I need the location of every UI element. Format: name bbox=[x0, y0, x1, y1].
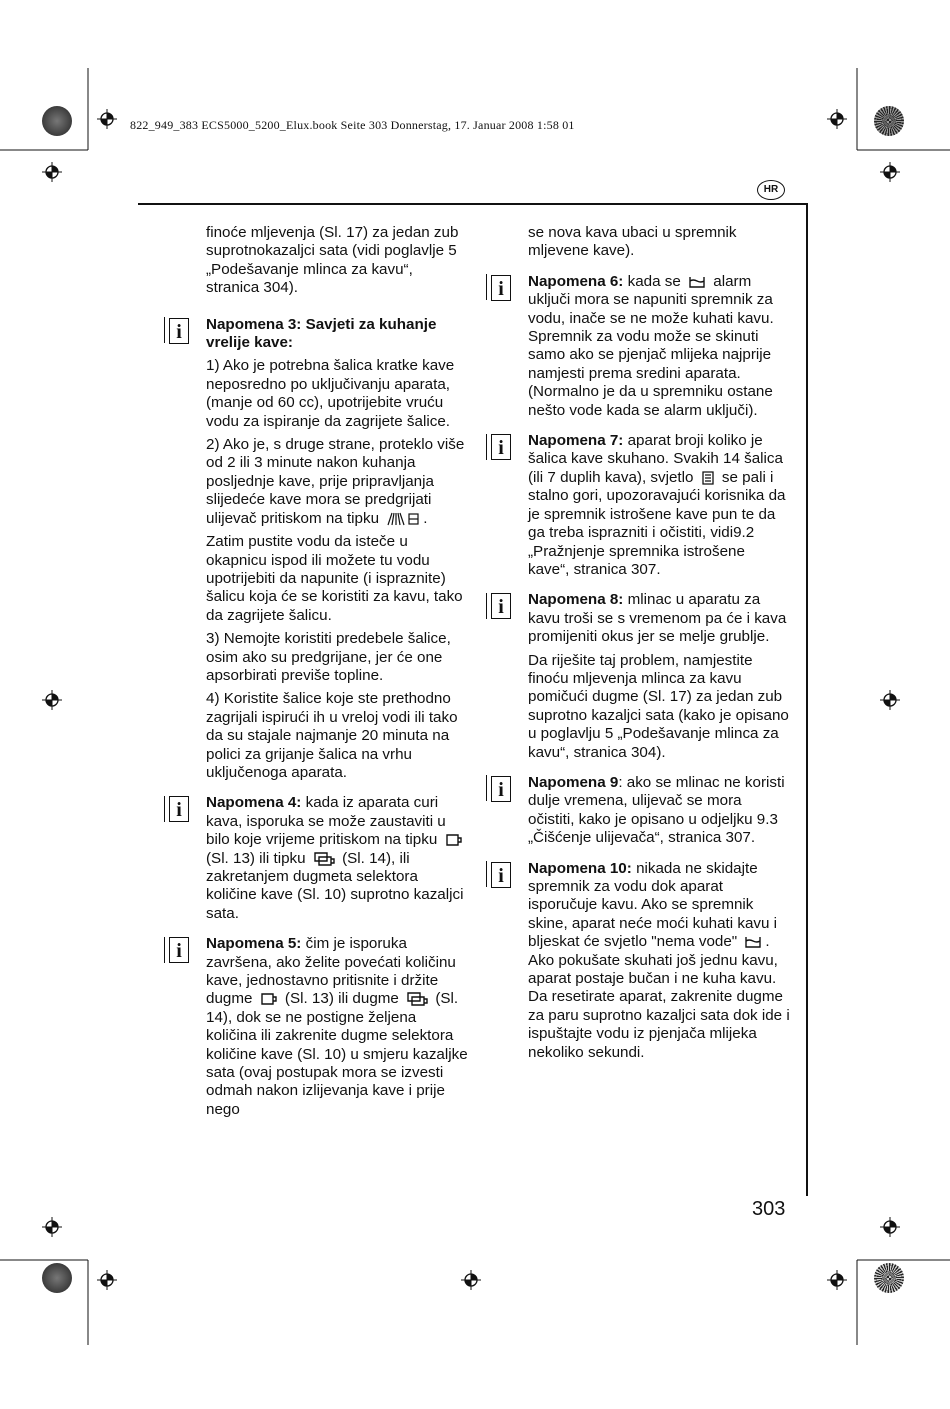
note-8: i Napomena 8: mlinac u aparatu za kavu troši se s vremenom pa će i kava promijeniti okus jer se melje grublje. Da riješite taj problem, namjestite finoću mljevenja mlinca za kavu pomičući dugme (Sl. 17) za jedan zub suprotno kazaljci sata (kako je opisano u poglavlju 5 „Podešavanje mlinca za kavu“, stranica 304). bbox=[528, 591, 790, 762]
note-4-title: Napomena 4: bbox=[206, 794, 302, 812]
water-alarm-icon bbox=[744, 935, 762, 949]
registration-mark-icon bbox=[880, 690, 900, 710]
left-column bbox=[176, 224, 468, 1124]
registration-mark-icon bbox=[42, 162, 62, 182]
single-cup-icon bbox=[445, 833, 463, 847]
water-alarm-icon bbox=[688, 275, 706, 289]
registration-mark-icon bbox=[880, 1217, 900, 1237]
info-icon: i bbox=[491, 862, 511, 888]
page-number: 303 bbox=[752, 1198, 786, 1220]
info-icon: i bbox=[169, 937, 189, 963]
double-cup-icon bbox=[406, 991, 428, 1007]
registration-mark-icon bbox=[97, 109, 117, 129]
registration-mark-icon bbox=[461, 1270, 481, 1290]
note-9: i Napomena 9: ako se mlinac ne koristi dulje vremena, ulijevač se mora očistiti, kako je opisano u odjeljku 9.3 „Čišćenje ulijevača“, stranica 307. bbox=[528, 774, 790, 848]
note-6: i Napomena 6: kada se alarm uključi mora se napuniti spremnik za vodu, inače se ne može kuhati kavu. Spremnik za vodu može se skinuti samo ako se pjenjač mlijeka najprije namjesti prema sredini aparata. (Normalno je da u spremniku ostane nešto vode kada se alarm uključi). bbox=[528, 273, 790, 420]
print-file-header: 822_949_383 ECS5000_5200_Elux.book Seite 303 Donnerstag, 17. Januar 2008 1:58 01 bbox=[130, 118, 575, 132]
info-icon: i bbox=[491, 593, 511, 619]
language-badge: HR bbox=[757, 180, 785, 200]
frame-right-rule bbox=[806, 203, 808, 1196]
note-7-title: Napomena 7: bbox=[528, 432, 624, 450]
info-icon: i bbox=[491, 275, 511, 301]
grounds-container-icon bbox=[701, 470, 715, 486]
left-intro: finoće mljevenja (Sl. 17) za jedan zub suprotnokazaljci sata (vidi poglavlje 5 „Podešavanje mlinca za kavu“, stranica 304). bbox=[206, 224, 459, 297]
note-3-p5: 4) Koristite šalice koje ste prethodno zagrijali ispirući ih u vreloj vodi ili tako da su stajale najmanje 20 minuta na polici za grijanje šalica na vrhu uključenoga aparata. bbox=[206, 690, 458, 781]
note-5-title: Napomena 5: bbox=[206, 935, 302, 953]
registration-mark-icon bbox=[880, 162, 900, 182]
note-3-p1: 1) Ako je potrebna šalica kratke kave neposredno po uključivanju aparata, (manje od 60 cc), upotrijebite vruću vodu za ispiranje da zagrijete šalice. bbox=[206, 357, 455, 430]
note-10: i Napomena 10: nikada ne skidajte spremnik za vodu dok aparat isporučuje kavu. Ako se spremnik skine, aparat neće moći kuhati kavu i bljeskat će svjetlo "nema vode" . Ako pokušate skuhati još jednu kavu, aparat postaje bučan i ne kuha kavu. Da resetirate aparat, zakrenite dugme za paru suprotno kazaljci sata dok ide i ispuštajte vodu iz pjenjača mlijeka nekoliko sekundi. bbox=[528, 860, 790, 1062]
double-cup-icon bbox=[313, 851, 335, 867]
single-cup-icon bbox=[260, 992, 278, 1006]
right-intro: se nova kava ubaci u spremnik mljevene kave). bbox=[528, 224, 737, 260]
registration-mark-icon bbox=[42, 690, 62, 710]
info-icon: i bbox=[491, 776, 511, 802]
note-3-p2: 2) Ako je, s druge strane, proteklo više od 2 ili 3 minute nakon kuhanja posljednje kave, prije pripravljanja slijedeće kave mora se predgrijati ulijevač pritiskom na tipku . bbox=[206, 436, 465, 527]
note-3 bbox=[176, 315, 468, 783]
note-4: i Napomena 4: kada iz aparata curi kava, isporuka se može zaustaviti u bilo koje vrijeme pritiskom na tipku (Sl. 13) ili tipku (Sl. 14), ili zakretanjem dugmeta selektora količine kave (Sl. 10) suprotno kazaljci sata. bbox=[206, 794, 468, 923]
note-5: i Napomena 5: čim je isporuka završena, ako želite povećati količinu kave, jednostavno pritisnite i držite dugme (Sl. 13) ili dugme (Sl. 14), dok se ne postigne željena količina ili zakrenite dugme selektora količine kave (Sl. 10) u smjeru kazaljke sata (ovaj postupak mora se izvesti odmah nakon izlijevanja kave i prije nego bbox=[206, 935, 468, 1119]
grey-rosette-mark bbox=[874, 106, 904, 136]
note-8-p2: Da riješite taj problem, namjestite finoću mljevenja mlinca za kavu pomičući dugme (Sl. 17) za jedan zub suprotno kazaljci sata (kako je opisano u poglavlju 5 „Podešavanje mlinca za kavu“, stranica 304). bbox=[528, 651, 789, 761]
grey-rosette-mark bbox=[874, 1263, 904, 1293]
grey-rosette-mark bbox=[42, 106, 72, 136]
info-icon: i bbox=[491, 434, 511, 460]
note-10-title: Napomena 10: bbox=[528, 859, 632, 877]
grey-rosette-mark bbox=[42, 1263, 72, 1293]
steam-button-icon bbox=[386, 511, 420, 527]
note-6-title: Napomena 6: bbox=[528, 272, 624, 290]
right-column bbox=[498, 224, 790, 1067]
registration-mark-icon bbox=[42, 1217, 62, 1237]
info-icon: i bbox=[169, 318, 189, 344]
registration-mark-icon bbox=[97, 1270, 117, 1290]
note-3-p4: 3) Nemojte koristiti predebele šalice, osim ako su predgrijane, jer će one apsorbirati previše topline. bbox=[206, 630, 451, 684]
note-8-title: Napomena 8: bbox=[528, 591, 624, 609]
note-3-title: Napomena 3: Savjeti za kuhanje vrelije kave: bbox=[206, 315, 437, 352]
note-7: i Napomena 7: aparat broji koliko je šalica kave skuhano. Svakih 14 šalica (ili 7 duplih kava), svjetlo se pali i stalno gori, upozoravajući korisnika da je spremnik istrošene kave pun te da ga treba isprazniti i očistiti, vidi9.2 „Pražnjenje spremnika istrošene kave“, stranica 307. bbox=[528, 432, 790, 579]
frame-top-rule bbox=[138, 203, 808, 205]
note-3-p3: Zatim pustite vodu da isteče u okapnicu ispod ili možete tu vodu upotrijebiti da napunite (i ispraznite) šalicu koja će se koristiti za kavu, tako da zagrijete šalicu. bbox=[206, 533, 463, 624]
note-9-title: Napomena 9 bbox=[528, 773, 619, 791]
registration-mark-icon bbox=[827, 109, 847, 129]
registration-mark-icon bbox=[827, 1270, 847, 1290]
info-icon: i bbox=[169, 796, 189, 822]
